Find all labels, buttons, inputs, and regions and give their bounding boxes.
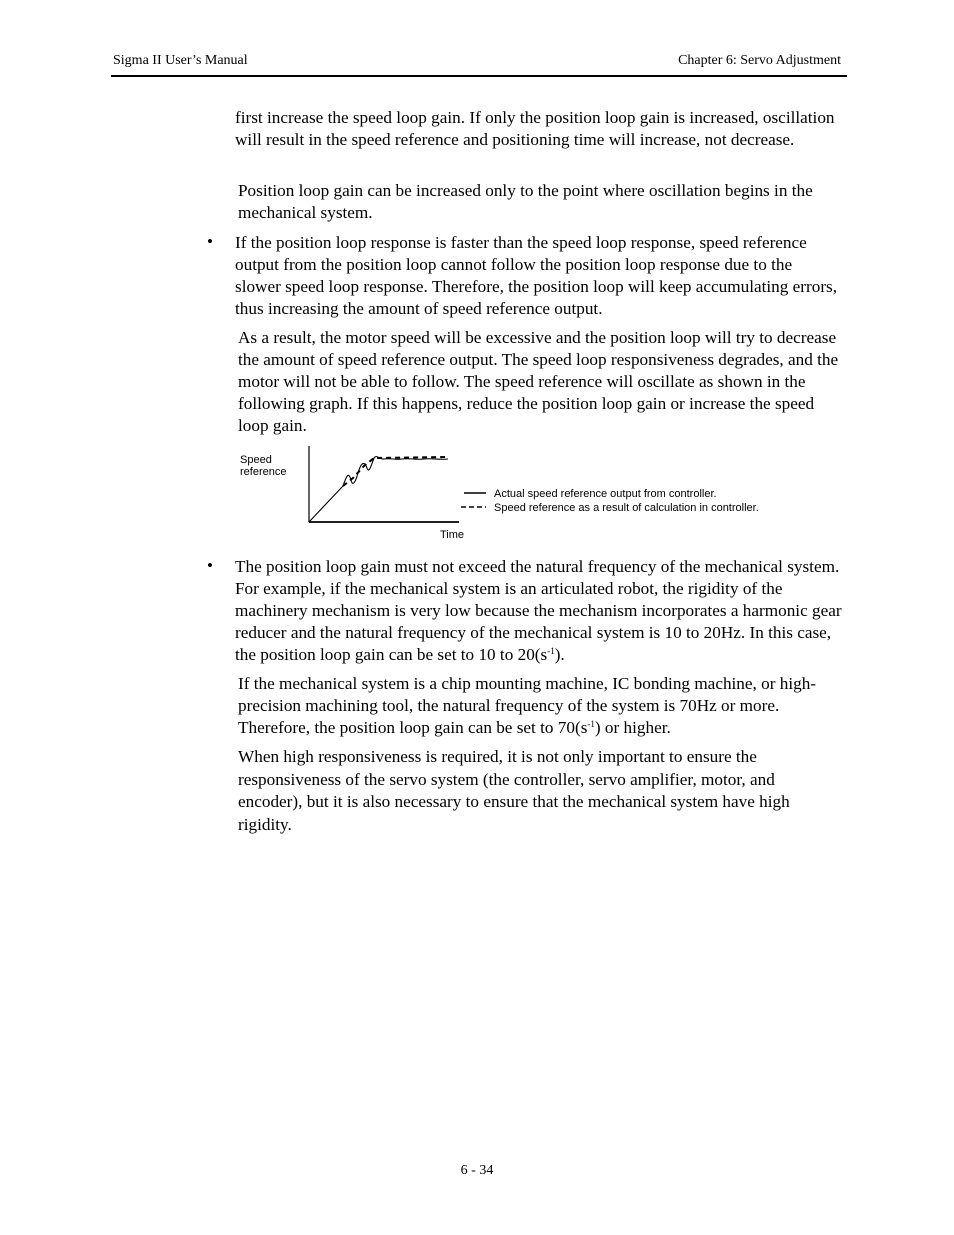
page-number: 6 - 34 — [460, 1163, 494, 1178]
text-run: If the mechanical system is a chip mounting machine, IC bonding machine, or high-precision machining tool, the natural frequency of the system is 70Hz or more. Therefore, the position loop gain can be set to 70(s — [238, 674, 817, 737]
legend-solid-label: Actual speed reference output from controller. — [494, 488, 717, 500]
bullet-marker: • — [207, 232, 213, 251]
paragraph-motor-speed-excessive: As a result, the motor speed will be excessive and the position loop will try to decrease the amount of speed reference output. The speed loop responsiveness degrades, and the motor will not be able to follow. The speed reference will oscillate as shown in the following graph. If this happens, reduce the position loop gain or increase the speed loop gain. — [238, 328, 839, 435]
paragraph-high-responsiveness: When high responsiveness is required, it is not only important to ensure the responsiveness of the servo system (the controller, servo amplifier, motor, and encoder), but it is also necessary to ensure that the mechanical system have high rigidity. — [238, 747, 790, 834]
bullet-marker: • — [207, 556, 213, 575]
paragraph-natural-frequency — [235, 556, 845, 666]
calculated-speed-reference-curve — [343, 457, 448, 486]
running-header-title: Sigma II User’s Manual — [113, 53, 248, 68]
paragraph-oscillation-limit: Position loop gain can be increased only to the point where oscillation begins in the mechanical system. — [238, 181, 813, 222]
text-run: ) or higher. — [594, 718, 671, 737]
paragraph-position-loop-response: If the position loop response is faster than the speed loop response, speed reference output from the position loop cannot follow the position loop response due to the slower speed loop response. Therefore, the position loop will keep accumulating errors, thus increasing the amount of speed reference output. — [235, 233, 838, 318]
y-axis-label-line2: reference — [240, 466, 287, 478]
header-rule — [111, 75, 847, 77]
x-axis-label: Time — [439, 529, 465, 541]
text-run: ). — [554, 645, 565, 664]
paragraph-chip-mounting-machine — [238, 673, 843, 739]
superscript: -1 — [547, 646, 555, 656]
running-header-chapter: Chapter 6: Servo Adjustment — [678, 53, 841, 68]
y-axis-label-line1: Speed — [240, 454, 272, 466]
legend-dashed-label: Speed reference as a result of calculation in controller. — [494, 502, 759, 514]
actual-speed-reference-curve — [309, 457, 448, 522]
superscript: -1 — [587, 719, 595, 729]
text-run: The position loop gain must not exceed the natural frequency of the mechanical system. For example, if the mechanical system is an articulated robot, the rigidity of the machinery mechanism is very low because the mechanism incorporates a harmonic gear reducer and the natural frequency of the mechanical system is 10 to 20Hz. In this case, the position loop gain can be set to 10 to 20(s — [235, 557, 842, 664]
paragraph-speed-loop-gain: first increase the speed loop gain. If only the position loop gain is increased, oscillation will result in the speed reference and positioning time will increase, not decrease. — [235, 108, 835, 149]
speed-reference-figure — [230, 440, 830, 548]
speed-reference-graph — [230, 440, 830, 548]
